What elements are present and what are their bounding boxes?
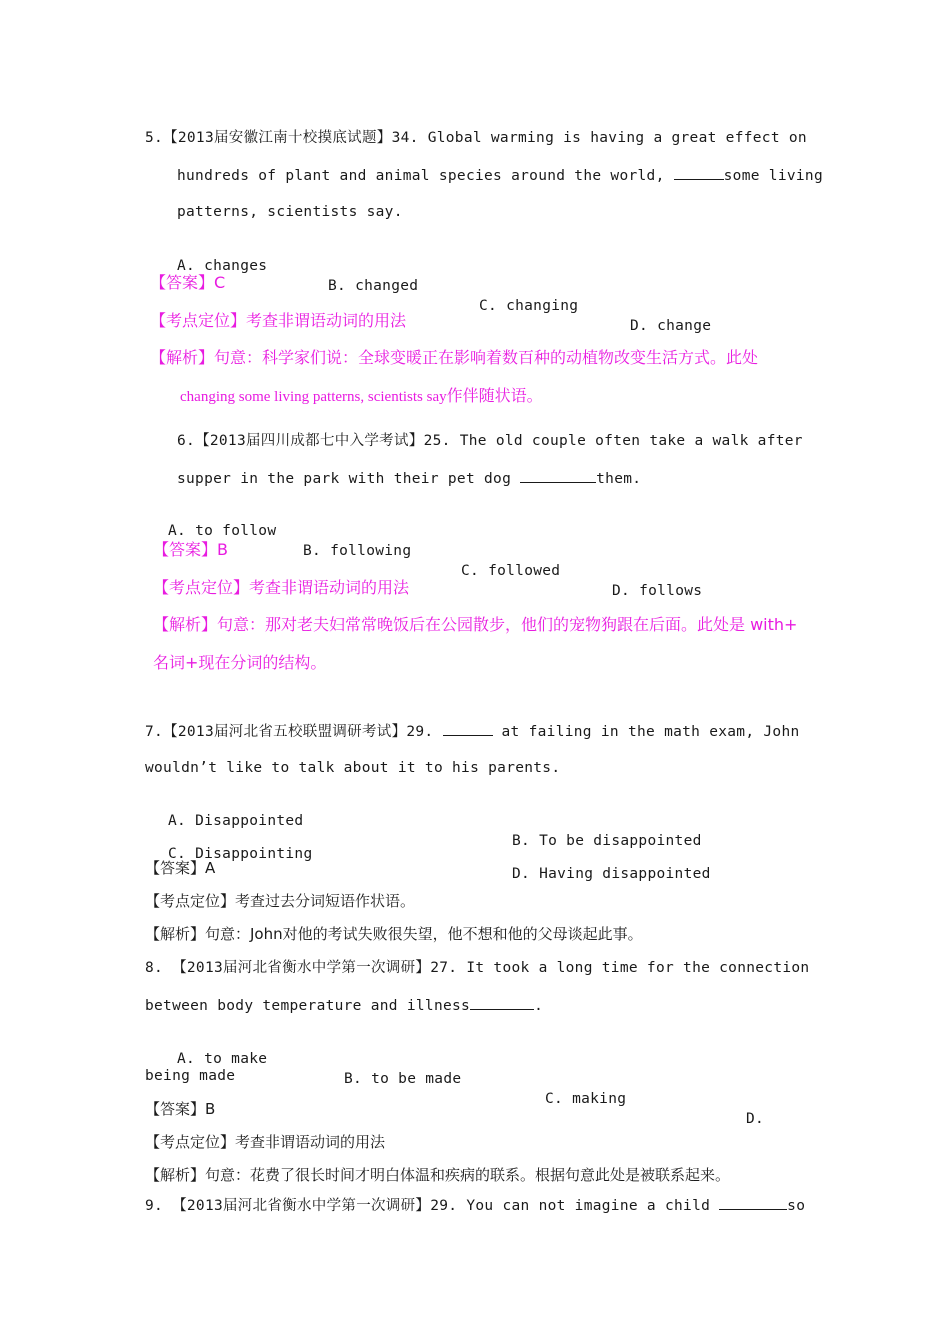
q9-stem-line1-head: 9. 【2013届河北省衡水中学第一次调研】29. You can not imagine a child bbox=[145, 1198, 720, 1214]
answer-blank bbox=[470, 995, 534, 1010]
q6-stem-line2-text: supper in the park with their pet dog bbox=[177, 471, 521, 487]
q7-option-a: A. Disappointed bbox=[168, 813, 304, 829]
q5-stem-line2-text: hundreds of plant and animal species around the world, bbox=[177, 168, 674, 184]
q7-option-d: D. Having disappointed bbox=[512, 866, 711, 882]
q6-stem-line2-tail: them. bbox=[596, 471, 642, 487]
q8-stem-line2-text: between body temperature and illness bbox=[145, 998, 471, 1014]
q5-answer: 【答案】C bbox=[150, 273, 226, 292]
q8-stem-line1: 8. 【2013届河北省衡水中学第一次调研】27. It took a long time for the connection bbox=[145, 960, 810, 976]
q6-stem-line2 bbox=[177, 468, 641, 489]
answer-blank bbox=[520, 468, 596, 483]
q5-stem-line1: 5.【2013届安徽江南十校摸底试题】34. Global warming is having a great effect on bbox=[145, 130, 807, 146]
q9-stem-line1-tail: so bbox=[787, 1198, 806, 1214]
q6-option-d: D. follows bbox=[612, 583, 703, 599]
q6-point: 【考点定位】考查非谓语动词的用法 bbox=[153, 578, 410, 597]
answer-blank bbox=[719, 1195, 787, 1210]
q5-stem-line2-tail: some living bbox=[723, 168, 823, 184]
q8-option-c: C. making bbox=[545, 1091, 627, 1107]
q5-option-c: C. changing bbox=[479, 298, 579, 314]
q5-analysis-line2 bbox=[180, 386, 543, 407]
answer-blank bbox=[443, 721, 493, 736]
q6-answer: 【答案】B bbox=[153, 540, 228, 559]
q5-stem-line2 bbox=[177, 165, 823, 186]
q5-option-b: B. changed bbox=[328, 278, 419, 294]
q5-option-a: A. changes bbox=[177, 258, 268, 274]
q8-option-d-continued: being made bbox=[145, 1068, 236, 1084]
q7-option-c: C. Disappointing bbox=[168, 846, 313, 862]
q5-point: 【考点定位】考查非谓语动词的用法 bbox=[150, 311, 407, 330]
q8-option-d: D. bbox=[746, 1111, 765, 1127]
q7-analysis: 【解析】句意：John对他的考试失败很失望，他不想和他的父母谈起此事。 bbox=[145, 925, 643, 943]
q8-option-a: A. to make bbox=[177, 1051, 268, 1067]
q6-option-c: C. followed bbox=[461, 563, 561, 579]
q6-option-b: B. following bbox=[303, 543, 412, 559]
q5-analysis-line2-en: changing some living patterns, scientists say bbox=[180, 389, 447, 405]
q8-option-b: B. to be made bbox=[344, 1071, 462, 1087]
q6-analysis-line2: 名词+现在分词的结构。 bbox=[153, 653, 327, 672]
q7-stem-line1-tail: at failing in the math exam, John bbox=[492, 724, 800, 740]
q7-answer: 【答案】A bbox=[145, 859, 216, 877]
q9-stem-line1 bbox=[145, 1195, 805, 1216]
q8-stem-line2-tail: . bbox=[534, 998, 544, 1014]
q8-answer: 【答案】B bbox=[145, 1100, 216, 1118]
answer-blank bbox=[674, 165, 724, 180]
q6-stem-line1: 6.【2013届四川成都七中入学考试】25. The old couple often take a walk after bbox=[177, 433, 803, 449]
q8-point: 【考点定位】考查非谓语动词的用法 bbox=[145, 1133, 386, 1151]
q7-options-row1 bbox=[0, 791, 950, 849]
q5-analysis-line2-cn: 作伴随状语。 bbox=[446, 386, 543, 405]
q8-stem-line2 bbox=[145, 995, 543, 1016]
q7-point: 【考点定位】考查过去分词短语作状语。 bbox=[145, 892, 416, 910]
q6-analysis-line1: 【解析】句意：那对老夫妇常常晚饭后在公园散步，他们的宠物狗跟在后面。此处是 with+ bbox=[153, 615, 798, 634]
q5-analysis-line1: 【解析】句意：科学家们说：全球变暖正在影响着数百种的动植物改变生活方式。此处 bbox=[150, 348, 759, 367]
q5-option-d: D. change bbox=[630, 318, 712, 334]
q8-analysis: 【解析】句意：花费了很长时间才明白体温和疾病的联系。根据句意此处是被联系起来。 bbox=[145, 1166, 731, 1184]
q6-option-a: A. to follow bbox=[168, 523, 277, 539]
q7-stem-line2: wouldn’t like to talk about it to his parents. bbox=[145, 760, 561, 776]
q5-stem-line3: patterns, scientists say. bbox=[177, 204, 403, 220]
q7-stem-line1-head: 7.【2013届河北省五校联盟调研考试】29. bbox=[145, 724, 443, 740]
q7-option-b: B. To be disappointed bbox=[512, 833, 702, 849]
q7-stem-line1 bbox=[145, 721, 800, 742]
